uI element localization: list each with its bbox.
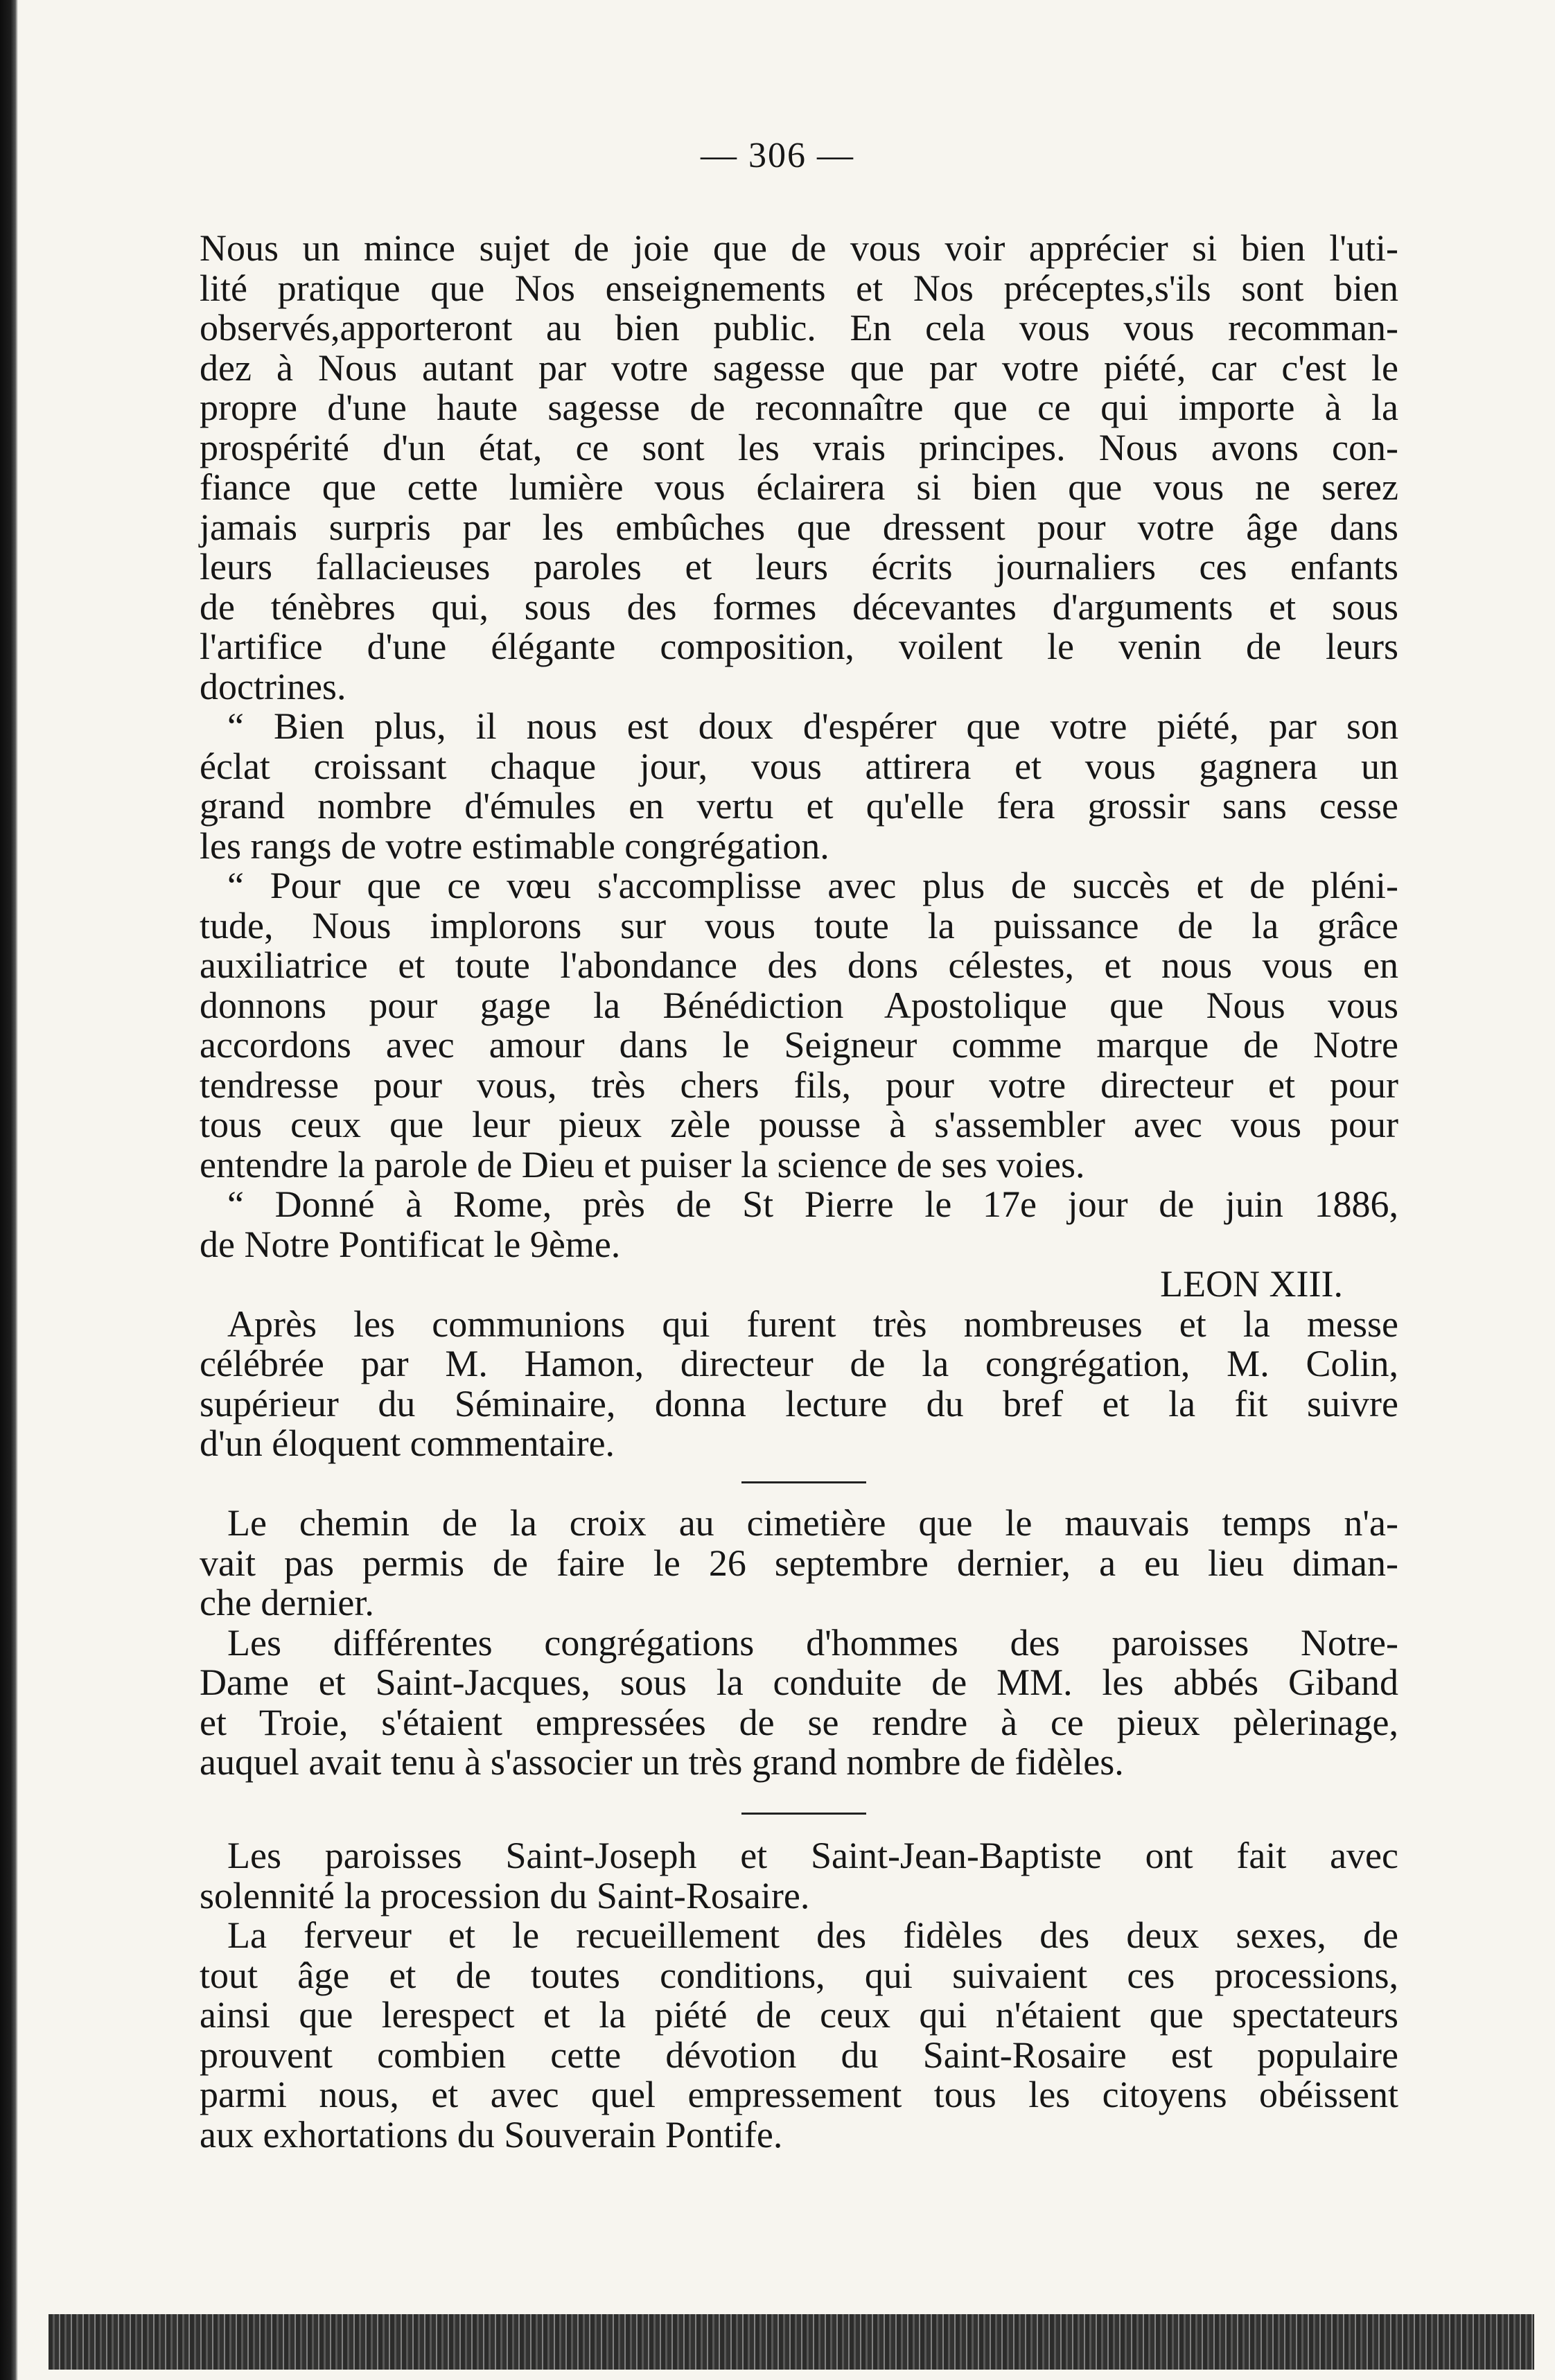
text-line: Nous un mince sujet de joie que de vous voir apprécier si bien l'uti- — [200, 227, 1398, 269]
text-line: parmi nous, et avec quel empressement tous les citoyens obéissent — [200, 2074, 1398, 2115]
text-line: donnons pour gage la Bénédiction Apostolique que Nous vous — [200, 984, 1398, 1026]
text-line: éclat croissant chaque jour, vous attirera et vous gagnera un — [200, 745, 1398, 787]
text-line: les rangs de votre estimable congrégation. — [200, 825, 829, 867]
text-line: supérieur du Séminaire, donna lecture du bref et la fit suivre — [200, 1382, 1398, 1425]
text-line: entendre la parole de Dieu et puiser la science de ses voies. — [200, 1143, 1085, 1185]
text-line: tude, Nous implorons sur vous toute la puissance de la grâce — [200, 904, 1398, 946]
text-line: Les différentes congrégations d'hommes des paroisses Notre- — [227, 1621, 1398, 1664]
text-line: d'un éloquent commentaire. — [200, 1422, 615, 1464]
text-line: observés,apporteront au bien public. En cela vous vous recomman- — [200, 307, 1398, 349]
section-divider — [741, 1481, 866, 1483]
text-line: Après les communions qui furent très nombreuses et la messe — [227, 1303, 1398, 1345]
page-number: — 306 — — [701, 136, 854, 175]
text-line: aux exhortations du Souverain Pontife. — [200, 2113, 783, 2156]
text-line: fiance que cette lumière vous éclairera si bien que vous ne serez — [200, 466, 1398, 508]
text-line: propre d'une haute sagesse de reconnaître que ce qui importe à la — [200, 387, 1398, 428]
text-line: auquel avait tenu à s'associer un très grand nombre de fidèles. — [200, 1741, 1124, 1783]
text-line: grand nombre d'émules en vertu et qu'elle fera grossir sans cesse — [200, 785, 1398, 827]
text-line: l'artifice d'une élégante composition, voilent le venin de leurs — [200, 626, 1398, 667]
text-line: auxiliatrice et toute l'abondance des dons célestes, et nous vous en — [200, 944, 1398, 986]
text-line: solennité la procession du Saint-Rosaire. — [200, 1874, 810, 1916]
text-line: dez à Nous autant par votre sagesse que par votre piété, car c'est le — [200, 346, 1398, 389]
text-line: “ Donné à Rome, près de St Pierre le 17e jour de juin 1886, — [227, 1183, 1398, 1225]
text-line: tendresse pour vous, très chers fils, pour votre directeur et pour — [200, 1064, 1398, 1106]
text-line: accordons avec amour dans le Seigneur comme marque de Notre — [200, 1024, 1398, 1066]
chemin-de-croix-paragraph — [200, 1504, 1398, 1783]
text-line: de Notre Pontificat le 9ème. — [200, 1223, 621, 1265]
text-line: de ténèbres qui, sous des formes décevantes d'arguments et sous — [200, 585, 1398, 628]
text-line: jamais surpris par les embûches que dressent pour votre âge dans — [200, 506, 1398, 548]
text-line: Les paroisses Saint-Joseph et Saint-Jean-Baptiste ont fait avec — [227, 1835, 1398, 1876]
text-line: leurs fallacieuses paroles et leurs écrits journaliers ces enfants — [200, 546, 1398, 588]
scan-edge-strip — [49, 2314, 1534, 2370]
signature-leon-xiii: LEON XIII. — [1160, 1263, 1343, 1305]
text-line: célébrée par M. Hamon, directeur de la congrégation, M. Colin, — [200, 1343, 1398, 1384]
text-line: ainsi que lerespect et la piété de ceux qui n'étaient que spectateurs — [200, 1994, 1398, 2036]
letter-text-block — [200, 229, 1398, 1464]
text-line: vait pas permis de faire le 26 septembre dernier, a eu lieu diman- — [200, 1542, 1398, 1584]
text-line: che dernier. — [200, 1582, 374, 1623]
text-line: prospérité d'un état, ce sont les vrais principes. Nous avons con- — [200, 426, 1398, 468]
text-line: doctrines. — [200, 665, 346, 707]
page-spine-shadow — [0, 0, 18, 2380]
text-line: Dame et Saint-Jacques, sous la conduite de MM. les abbés Giband — [200, 1661, 1398, 1703]
text-line: et Troie, s'étaient empressées de se rendre à ce pieux pèlerinage, — [200, 1701, 1398, 1743]
section-divider — [741, 1813, 866, 1815]
text-line: prouvent combien cette dévotion du Saint-Rosaire est populaire — [200, 2034, 1398, 2076]
text-line: “ Bien plus, il nous est doux d'espérer que votre piété, par son — [227, 705, 1398, 747]
text-line: tout âge et de toutes conditions, qui suivaient ces processions, — [200, 1954, 1398, 1996]
text-line: Le chemin de la croix au cimetière que le mauvais temps n'a- — [227, 1502, 1398, 1544]
text-line: tous ceux que leur pieux zèle pousse à s'assembler avec vous pour — [200, 1104, 1398, 1145]
text-line: lité pratique que Nos enseignements et Nos préceptes,s'ils sont bien — [200, 267, 1398, 309]
text-line: “ Pour que ce vœu s'accomplisse avec plus de succès et de pléni- — [227, 865, 1398, 906]
procession-rosaire-paragraph — [200, 1836, 1398, 2155]
text-line: La ferveur et le recueillement des fidèles des deux sexes, de — [227, 1914, 1398, 1956]
